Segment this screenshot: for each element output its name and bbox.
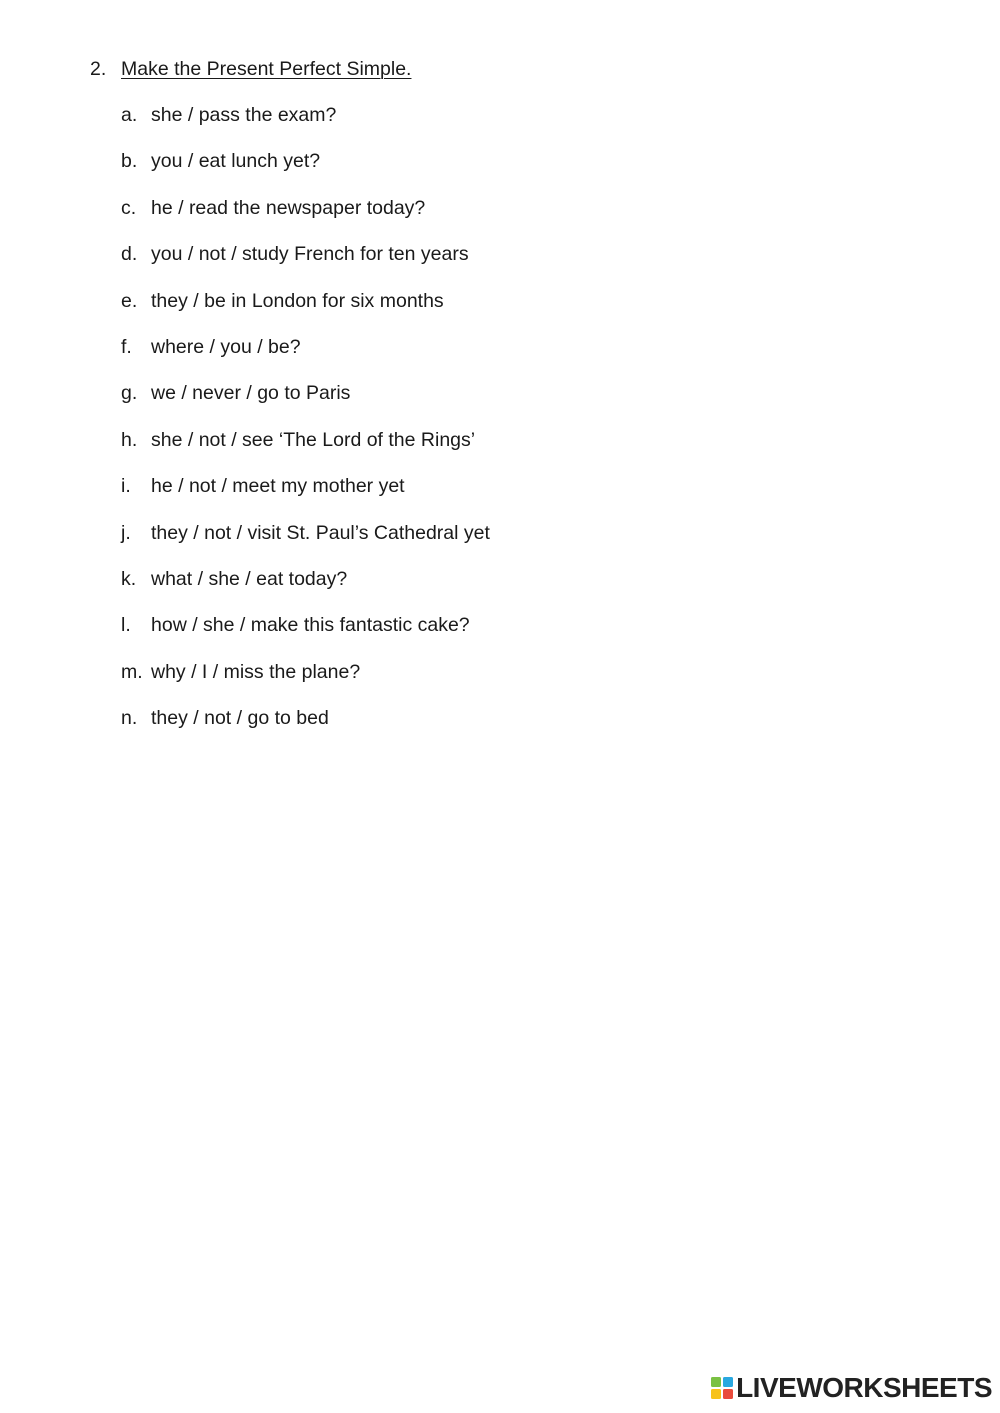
watermark-text: LIVEWORKSHEETS: [736, 1372, 992, 1403]
exercise-item: [121, 243, 490, 289]
item-prompt: they / be in London for six months: [151, 289, 444, 312]
exercise-item: [121, 475, 490, 521]
item-letter: c.: [121, 196, 137, 219]
liveworksheets-logo-icon: [711, 1377, 733, 1399]
item-prompt: you / eat lunch yet?: [151, 150, 321, 173]
item-prompt: they / not / go to bed: [151, 707, 329, 730]
item-letter: n.: [121, 707, 138, 730]
exercise-item: [121, 197, 490, 243]
exercise-item: [121, 382, 490, 428]
item-letter: a.: [121, 104, 138, 126]
exercise-section: [90, 58, 890, 730]
exercise-title: Make the Present Perfect Simple.: [121, 58, 412, 80]
item-letter: j.: [121, 521, 131, 544]
item-letter: e.: [121, 289, 138, 312]
exercise-item: [121, 429, 490, 475]
exercise-number: 2.: [90, 58, 107, 80]
item-letter: m.: [121, 660, 143, 683]
item-prompt: he / not / meet my mother yet: [151, 475, 405, 498]
item-prompt: how / she / make this fantastic cake?: [151, 614, 470, 637]
exercise-heading: [90, 58, 890, 86]
exercise-item: [121, 336, 490, 382]
item-prompt: she / not / see ‘The Lord of the Rings’: [151, 428, 476, 451]
item-prompt: he / read the newspaper today?: [151, 196, 426, 219]
exercise-item: [121, 104, 490, 150]
exercise-item: [121, 150, 490, 196]
item-prompt: what / she / eat today?: [151, 567, 348, 590]
item-letter: g.: [121, 382, 138, 405]
item-letter: f.: [121, 335, 132, 358]
exercise-item: [121, 661, 490, 707]
item-prompt: we / never / go to Paris: [151, 382, 351, 405]
exercise-item: [121, 522, 490, 568]
item-prompt: she / pass the exam?: [151, 104, 337, 126]
item-letter: l.: [121, 614, 131, 637]
exercise-item: [121, 290, 490, 336]
item-letter: k.: [121, 567, 137, 590]
exercise-items-list: [121, 104, 490, 753]
item-prompt: you / not / study French for ten years: [151, 243, 469, 266]
item-prompt: where / you / be?: [151, 335, 301, 358]
item-letter: b.: [121, 150, 138, 173]
item-prompt: they / not / visit St. Paul’s Cathedral yet: [151, 521, 490, 544]
item-letter: d.: [121, 243, 138, 266]
item-letter: h.: [121, 428, 138, 451]
item-prompt: why / I / miss the plane?: [151, 660, 361, 683]
exercise-item: [121, 707, 490, 753]
exercise-item: [121, 568, 490, 614]
item-letter: i.: [121, 475, 131, 498]
liveworksheets-watermark: [711, 1371, 992, 1405]
exercise-item: [121, 614, 490, 660]
